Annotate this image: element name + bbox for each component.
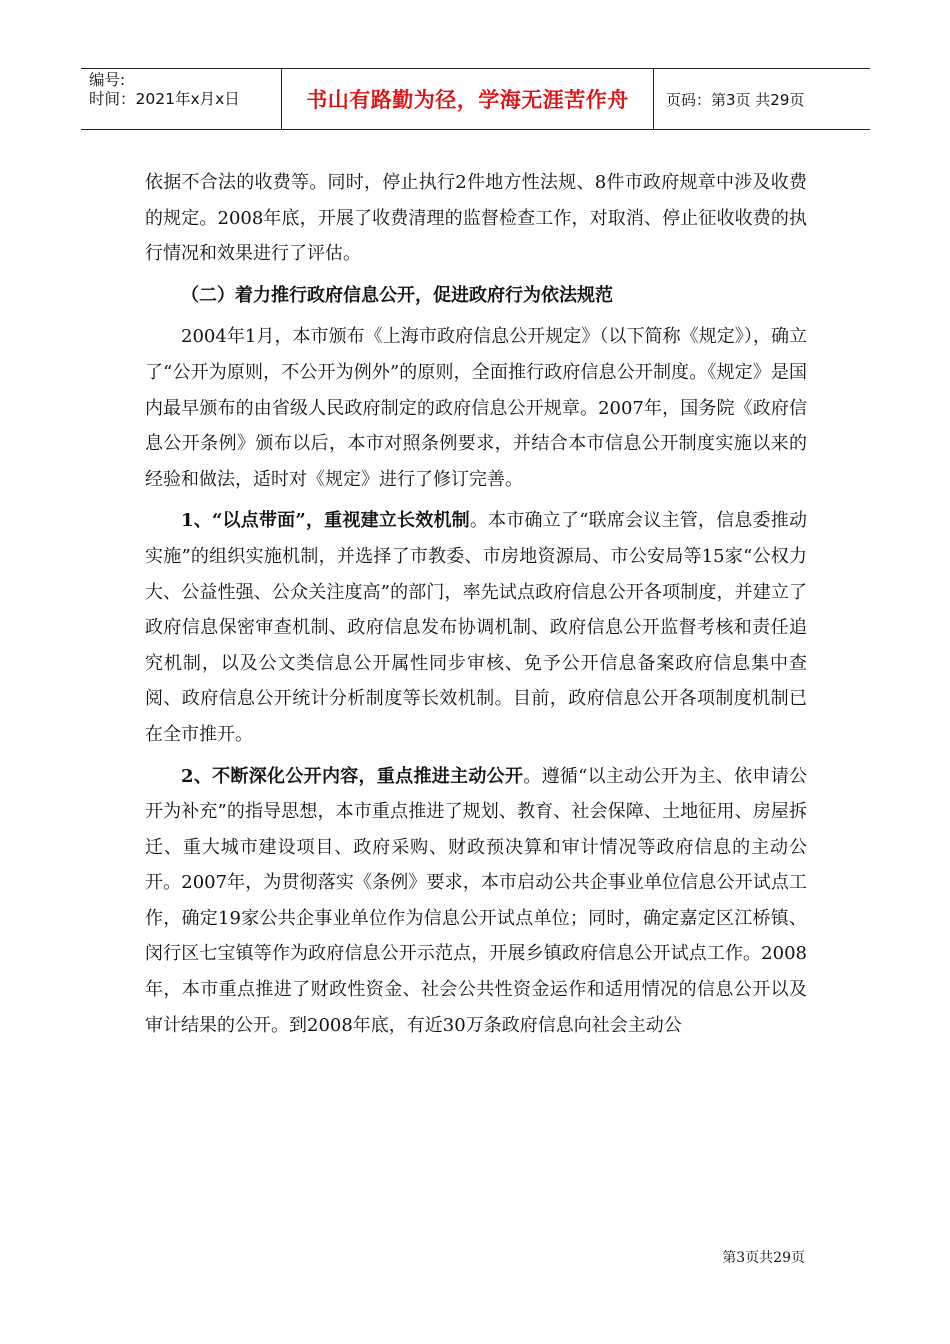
date-label: 时间：2021年x月x日 [89, 90, 240, 108]
paragraph-3-lead: 1、“以点带面”，重视建立长效机制 [181, 510, 470, 532]
paragraph-1: 依据不合法的收费等。同时，停止执行2件地方性法规、8件市政府规章中涉及收费的规定。2008年底，开展了收费清理的监督检查工作，对取消、停止征收收费的执行情况和效果进行了评估。 [145, 172, 807, 265]
document-body [145, 165, 807, 1043]
paragraph-2: 2004年1月，本市颁布《上海市政府信息公开规定》（以下简称《规定》），确立了“公开为原则，不公开为例外”的原则，全面推行政府信息公开制度。《规定》是国内最早颁布的由省级人民政府制定的政府信息公开规章。2007年，国务院《政府信息公开条例》颁布以后，本市对照条例要求，并结合本市信息公开制度实施以来的经验和做法，适时对《规定》进行了修订完善。 [145, 326, 807, 490]
section-heading: （二）着力推行政府信息公开，促进政府行为依法规范 [181, 284, 613, 306]
serial-label: 编号: [89, 71, 126, 89]
paragraph-4-text: 。遵循“以主动公开为主、依申请公开为补充”的指导思想，本市重点推进了规划、教育、社会保障、土地征用、房屋拆迁、重大城市建设项目、政府采购、财政预决算和审计情况等政府信息的主动公开。2007年，为贯彻落实《条例》要求，本市启动公共企事业单位信息公开试点工作，确定19家公共企事业单位作为信息公开试点单位；同时，确定嘉定区江桥镇、闵行区七宝镇等作为政府信息公开示范点，开展乡镇政府信息公开试点工作。2008年，本市重点推进了财政性资金、社会公共性资金运作和适用情况的信息公开以及审计结果的公开。到2008年底，有近30万条政府信息向社会主动公 [145, 765, 807, 1036]
paragraph-3 [145, 503, 807, 752]
paragraph-4 [145, 759, 807, 1044]
header-motto: 书山有路勤为径，学海无涯苦作舟 [282, 69, 654, 129]
header-table [81, 68, 870, 130]
header-meta [81, 69, 282, 129]
header-page-number: 页码：第3页 共29页 [666, 90, 805, 109]
paragraph-3-text: 。本市确立了“联席会议主管，信息委推动实施”的组织实施机制，并选择了市教委、市房地资源局、市公安局等15家“公权力大、公益性强、公众关注度高”的部门，率先试点政府信息公开各项制度，并建立了政府信息保密审查机制、政府信息发布协调机制、政府信息公开监督考核和责任追究机制，以及公文类信息公开属性同步审核、免予公开信息备案政府信息集中查阅、政府信息公开统计分析制度等长效机制。目前，政府信息公开各项制度机制已在全市推开。 [145, 510, 807, 745]
paragraph-4-lead: 2、不断深化公开内容，重点推进主动公开 [181, 765, 524, 787]
footer-page-number: 第3页共29页 [722, 1250, 805, 1266]
